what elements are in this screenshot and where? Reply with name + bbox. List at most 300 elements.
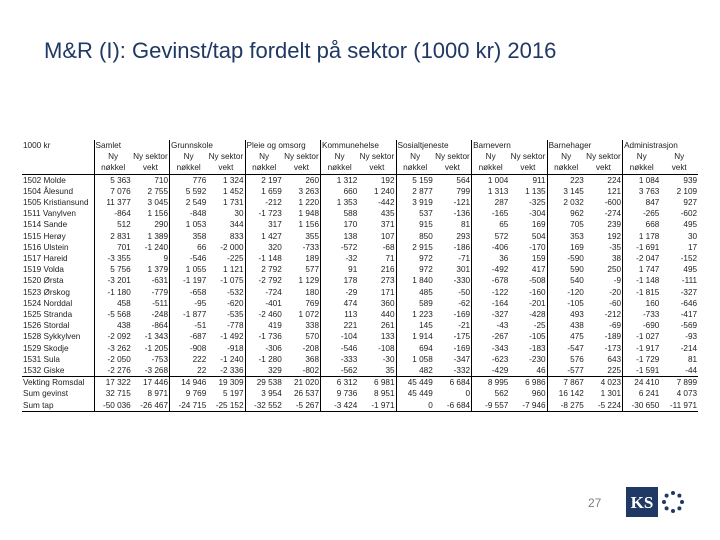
table-cell: -25 152: [207, 400, 245, 412]
table-cell: 3 954: [245, 388, 283, 399]
table-cell: 3 045: [147, 198, 169, 208]
table-subheader-top: [22, 151, 698, 162]
table-subheader-bottom: [22, 162, 698, 174]
table-cell: -30: [382, 354, 395, 364]
table-row: [22, 275, 698, 286]
table-cell: 159: [531, 254, 546, 264]
table-cell: -1 148: [623, 275, 661, 286]
table-cell: -848: [170, 208, 208, 219]
table-cell: -6 684: [434, 400, 472, 412]
table-cell: 22: [170, 365, 208, 377]
table-cell: 972: [396, 253, 434, 264]
subheader-cell: Ny sektor: [208, 152, 244, 162]
table-cell: -160: [529, 287, 546, 297]
table-cell: 660: [321, 186, 359, 197]
table-cell: -32: [321, 253, 359, 264]
table-cell: -24 715: [170, 400, 208, 412]
table-cell: 458: [94, 298, 132, 309]
subheader-cell: Ny sektor: [586, 152, 621, 162]
table-cell: 3 763: [623, 186, 661, 197]
table-cell: 2 877: [396, 186, 434, 197]
table-cell: 9: [163, 254, 169, 264]
table-cell: 170: [321, 219, 359, 230]
row-label: 1524 Norddal: [23, 298, 73, 308]
table-cell: 14 946: [170, 377, 208, 389]
table-cell: -428: [529, 310, 546, 320]
table-cell: -1 971: [358, 400, 396, 412]
row-label: 1516 Ulstein: [23, 242, 69, 252]
table-cell: -29: [321, 287, 359, 298]
group-header: Pleie og omsorg: [245, 140, 321, 151]
table-cell: -230: [529, 354, 546, 364]
table-cell: -9: [613, 276, 622, 286]
table-cell: -201: [529, 298, 546, 308]
table-cell: -646: [680, 298, 698, 308]
table-cell: -569: [680, 321, 698, 331]
table-cell: -35: [609, 242, 622, 252]
table-cell: -44: [685, 366, 698, 376]
table-cell: -306: [245, 343, 283, 354]
table-cell: 29 538: [245, 377, 283, 389]
table-cell: 19 309: [207, 377, 245, 389]
subheader-cell: vekt: [509, 162, 547, 174]
table-cell: -2 000: [220, 242, 244, 252]
table-cell: 5 197: [223, 389, 244, 399]
table-cell: -753: [151, 354, 169, 364]
table-cell: 317: [245, 219, 283, 230]
row-label: 1515 Herøy: [23, 231, 66, 241]
table-row: [22, 343, 698, 354]
table-cell: 81: [460, 220, 471, 230]
table-cell: -9 557: [472, 400, 510, 412]
table-cell: 145: [396, 320, 434, 331]
table-cell: -572: [321, 242, 359, 253]
table-cell: 1 353: [321, 197, 359, 208]
table-cell: -687: [170, 331, 208, 342]
row-label: 1531 Sula: [23, 354, 60, 364]
table-cell: 160: [623, 298, 661, 309]
table-cell: -5 568: [94, 309, 132, 320]
row-label: 1526 Stordal: [23, 321, 70, 331]
table-cell: 260: [305, 175, 320, 185]
table-cell: 189: [305, 254, 320, 264]
table-cell: 570: [305, 332, 320, 342]
table-row: [22, 197, 698, 208]
table-cell: -111: [681, 276, 698, 286]
table-cell: 8 995: [472, 377, 510, 389]
table-cell: 417: [531, 265, 546, 275]
table-cell: 1 129: [298, 276, 320, 286]
table-cell: -2 092: [94, 331, 132, 342]
table-cell: 2 792: [245, 264, 283, 275]
table-cell: 1 220: [298, 198, 320, 208]
table-cell: 32 715: [94, 388, 132, 399]
table-cell: -267: [472, 331, 510, 342]
table-cell: 71: [385, 254, 395, 264]
row-label: 1514 Sande: [23, 220, 68, 230]
table-cell: 419: [245, 320, 283, 331]
table-cell: -332: [453, 366, 471, 376]
subheader-cell: nøkkel: [170, 162, 208, 174]
table-cell: 1 055: [170, 264, 208, 275]
row-label: Sum gevinst: [23, 389, 69, 399]
table-cell: 0: [396, 400, 434, 412]
table-cell: 4 073: [676, 389, 698, 399]
table-cell: 66: [170, 242, 208, 253]
group-header: Samlet: [94, 140, 170, 151]
table-cell: -51: [170, 320, 208, 331]
row-label: Sum tap: [22, 400, 94, 412]
subheader-cell: Ny: [170, 151, 208, 162]
table-cell: 169: [531, 220, 546, 230]
table-cell: -214: [680, 343, 698, 353]
table-cell: -2 336: [220, 366, 244, 376]
subheader-cell: vekt: [585, 162, 623, 174]
group-header: Barnehager: [547, 140, 623, 151]
table-cell: -175: [453, 332, 471, 342]
table-cell: 192: [380, 175, 395, 185]
table-cell: -908: [170, 343, 208, 354]
table-row: [22, 264, 698, 275]
table-cell: 1 240: [374, 186, 395, 196]
table-cell: -330: [453, 276, 471, 286]
table-cell: 3 145: [547, 186, 585, 197]
table-cell: 17 322: [94, 377, 132, 389]
table-cell: -511: [152, 298, 169, 308]
table-cell: 0: [465, 389, 471, 399]
table-cell: 222: [170, 354, 208, 365]
subheader-cell: Ny sektor: [359, 152, 395, 162]
subheader-cell: vekt: [283, 162, 321, 174]
table-cell: -1 729: [623, 354, 661, 365]
subheader-cell: Ny sektor: [133, 152, 168, 162]
table-cell: 493: [547, 309, 585, 320]
subheader-cell: nøkkel: [245, 162, 283, 174]
table-cell: -1 917: [623, 343, 661, 354]
table-body: [22, 174, 698, 411]
table-cell: -327: [680, 287, 698, 297]
table-cell: 180: [305, 287, 320, 297]
table-cell: -164: [472, 298, 510, 309]
table-cell: 1 452: [223, 186, 244, 196]
table-cell: 911: [532, 175, 546, 185]
table-cell: 6 684: [434, 377, 472, 389]
table-cell: 482: [396, 365, 434, 377]
table-cell: 65: [472, 219, 510, 230]
table-cell: 833: [229, 231, 244, 241]
table-cell: -1 723: [245, 208, 283, 219]
table-cell: -2 792: [245, 275, 283, 286]
table-cell: 1 840: [396, 275, 434, 286]
table-cell: 293: [456, 231, 471, 241]
table-cell: -26 467: [132, 400, 170, 412]
table-cell: -325: [529, 198, 546, 208]
table-cell: 2 915: [396, 242, 434, 253]
row-label: 1502 Molde: [23, 175, 66, 185]
table-row: [22, 253, 698, 264]
table-cell: 178: [321, 275, 359, 286]
table-cell: -50: [458, 287, 471, 297]
table-cell: -1 877: [170, 309, 208, 320]
table-cell: 504: [531, 231, 546, 241]
table-cell: -864: [94, 208, 132, 219]
table-cell: 2 831: [94, 231, 132, 242]
table-cell: 2 549: [170, 197, 208, 208]
subheader-cell: vekt: [358, 162, 396, 174]
table-cell: 9 769: [170, 388, 208, 399]
table-cell: 776: [170, 174, 208, 186]
table-cell: 2 109: [676, 186, 698, 196]
table-cell: -7 946: [509, 400, 547, 412]
row-label: 1529 Skodje: [23, 343, 69, 353]
subheader-cell: Ny: [321, 151, 359, 162]
table-cell: 1 747: [623, 264, 661, 275]
subheader-cell: nøkkel: [94, 162, 132, 174]
table-cell: -724: [245, 287, 283, 298]
table-cell: 1 301: [600, 389, 622, 399]
table-row: [22, 287, 698, 298]
table-cell: -122: [472, 287, 510, 298]
table-cell: 7 076: [94, 186, 132, 197]
table-cell: 668: [623, 219, 661, 230]
table-cell: 1 379: [147, 265, 169, 275]
table-cell: -327: [472, 309, 510, 320]
table-cell: -802: [302, 366, 320, 376]
table-cell: 576: [547, 354, 585, 365]
row-label: Vekting Romsdal: [22, 377, 94, 389]
table-cell: 847: [623, 197, 661, 208]
table-cell: 221: [321, 320, 359, 331]
table-cell: -2 050: [94, 354, 132, 365]
table-cell: -105: [547, 298, 585, 309]
table-cell: -2 276: [94, 365, 132, 377]
table-cell: -212: [604, 310, 622, 320]
table-cell: 1 156: [298, 220, 320, 230]
table-cell: 2 755: [147, 186, 169, 196]
table-cell: 927: [683, 198, 698, 208]
table-cell: 355: [305, 231, 320, 241]
table-cell: -577: [547, 365, 585, 377]
table-cell: -1 343: [144, 332, 169, 342]
table-cell: -2 460: [245, 309, 283, 320]
table-cell: 577: [305, 265, 320, 275]
table-cell: -248: [151, 310, 169, 320]
table-cell: 216: [380, 265, 395, 275]
subheader-cell: vekt: [207, 162, 245, 174]
table-cell: 344: [229, 220, 244, 230]
row-label: 1525 Stranda: [23, 310, 73, 320]
table-cell: -535: [227, 310, 244, 320]
table-cell: -121: [453, 198, 471, 208]
table-cell: 38: [611, 254, 622, 264]
table-row: [22, 298, 698, 309]
table-cell: 1 659: [245, 186, 283, 197]
row-label: 1520 Ørsta: [23, 276, 64, 286]
table-cell: -108: [378, 343, 395, 353]
table-cell: -1 492: [220, 332, 244, 342]
table-cell: 329: [245, 365, 283, 377]
table-cell: -136: [453, 209, 471, 219]
table-cell: 495: [683, 220, 698, 230]
table-row: [22, 309, 698, 320]
table-cell: -546: [321, 343, 359, 354]
table-cell: 133: [380, 332, 395, 342]
table-cell: -60: [609, 298, 622, 308]
table-cell: -105: [529, 332, 546, 342]
table-cell: -602: [680, 209, 698, 219]
ks-logo: [626, 487, 688, 517]
table-cell: 8 951: [374, 389, 395, 399]
subheader-cell: Ny: [674, 152, 685, 162]
table-cell: -71: [458, 254, 471, 264]
table-cell: 1 072: [298, 310, 320, 320]
table-cell: 7 899: [660, 377, 698, 389]
table-cell: -600: [604, 198, 622, 208]
table-cell: -1 205: [144, 343, 169, 353]
table-cell: -2 047: [623, 253, 661, 264]
table-cell: 705: [547, 219, 585, 230]
table-row: [22, 320, 698, 331]
table-cell: 371: [380, 220, 395, 230]
table-cell: -347: [453, 354, 471, 364]
table-cell: 6 981: [358, 377, 396, 389]
table-cell: 113: [321, 309, 359, 320]
table-cell: -50 036: [94, 400, 132, 412]
table-cell: -442: [378, 198, 395, 208]
table-cell: 338: [305, 321, 320, 331]
subheader-cell: vekt: [132, 162, 170, 174]
table-cell: 3 919: [396, 197, 434, 208]
table-cell: 939: [683, 175, 698, 185]
table-cell: -1 197: [170, 275, 208, 286]
table-cell: -173: [604, 343, 622, 353]
table-cell: 710: [154, 175, 169, 185]
table-cell: -333: [321, 354, 359, 365]
table-cell: 915: [396, 219, 434, 230]
row-label: 1528 Sykkylven: [23, 332, 81, 342]
table-cell: 701: [94, 242, 132, 253]
subheader-cell: Ny: [547, 151, 585, 162]
row-label: 1523 Ørskog: [23, 287, 70, 297]
table-cell: -225: [227, 254, 244, 264]
table-cell: -733: [302, 242, 320, 252]
table-cell: 1 731: [223, 198, 244, 208]
table-cell: -508: [529, 276, 546, 286]
table-cell: 107: [380, 231, 395, 241]
table-cell: 121: [607, 186, 622, 196]
table-cell: -492: [472, 264, 510, 275]
table-cell: 224: [607, 175, 622, 185]
table-cell: -623: [472, 354, 510, 365]
row-label: 1519 Volda: [23, 265, 64, 275]
table-cell: -1 180: [94, 287, 132, 298]
table-cell: -21: [458, 321, 471, 331]
table-cell: -3 268: [144, 366, 169, 376]
table-cell: -68: [382, 242, 395, 252]
table-cell: -1 691: [623, 242, 661, 253]
table-cell: -169: [453, 343, 471, 353]
table-cell: 495: [683, 265, 698, 275]
table-cell: -62: [458, 298, 471, 308]
table-cell: 572: [472, 231, 510, 242]
table-cell: -8 275: [547, 400, 585, 412]
table-cell: 1 053: [170, 219, 208, 230]
table-cell: -546: [170, 253, 208, 264]
table-cell: 11 377: [94, 197, 132, 208]
row-label: 1504 Ålesund: [23, 186, 74, 196]
table-cell: -1 736: [245, 331, 283, 342]
table-cell: 564: [456, 175, 471, 185]
table-cell: 1 914: [396, 331, 434, 342]
table-cell: 225: [607, 366, 622, 376]
table-cell: 435: [380, 209, 395, 219]
table-cell: 1 313: [472, 186, 510, 197]
table-cell: 30: [687, 231, 698, 241]
subheader-cell: nøkkel: [472, 162, 510, 174]
subheader-cell: nøkkel: [547, 162, 585, 174]
table-cell: 438: [94, 320, 132, 331]
table-cell: 192: [607, 231, 622, 241]
table-cell: -678: [472, 275, 510, 286]
table-row: [22, 242, 698, 253]
table-cell: 169: [547, 242, 585, 253]
table-row: [22, 174, 698, 186]
table-cell: 6 312: [321, 377, 359, 389]
table-cell: -208: [302, 343, 320, 353]
table-cell: 850: [396, 231, 434, 242]
table-cell: 6 241: [623, 388, 661, 399]
table-cell: -733: [623, 309, 661, 320]
table-row: [22, 186, 698, 197]
table-cell: -104: [321, 331, 359, 342]
group-header: Grunnskole: [170, 140, 246, 151]
table-cell: 24 410: [623, 377, 661, 389]
table-cell: 290: [154, 220, 169, 230]
table-header-groups: [22, 140, 698, 151]
table-cell: 21 020: [283, 377, 321, 389]
table-cell: -1 075: [220, 276, 244, 286]
table-cell: 589: [396, 298, 434, 309]
total-row: [22, 400, 698, 412]
table-cell: -3 424: [321, 400, 359, 412]
table-cell: -429: [472, 365, 510, 377]
table-cell: -401: [245, 298, 283, 309]
table-cell: -1 591: [623, 365, 661, 377]
table-row: [22, 388, 698, 399]
subheader-cell: vekt: [660, 162, 698, 174]
table-cell: -658: [170, 287, 208, 298]
table-cell: 540: [547, 275, 585, 286]
table-cell: 1 004: [472, 174, 510, 186]
table-cell: 562: [472, 388, 510, 399]
table-cell: -30 650: [623, 400, 661, 412]
subheader-cell: vekt: [434, 162, 472, 174]
table-cell: 45 449: [396, 388, 434, 399]
table-cell: 1 135: [525, 186, 546, 196]
table-cell: -778: [227, 321, 244, 331]
table-cell: 1 156: [147, 209, 169, 219]
table-cell: -1 027: [623, 331, 661, 342]
table-cell: 1 178: [623, 231, 661, 242]
table-cell: 1 427: [245, 231, 283, 242]
table-cell: -864: [151, 321, 169, 331]
table-cell: 440: [380, 310, 395, 320]
row-label: 1511 Vanylven: [23, 209, 76, 219]
table-cell: 239: [607, 220, 622, 230]
table-cell: 17: [687, 242, 698, 252]
table-cell: -93: [685, 332, 698, 342]
table-cell: -265: [623, 208, 661, 219]
